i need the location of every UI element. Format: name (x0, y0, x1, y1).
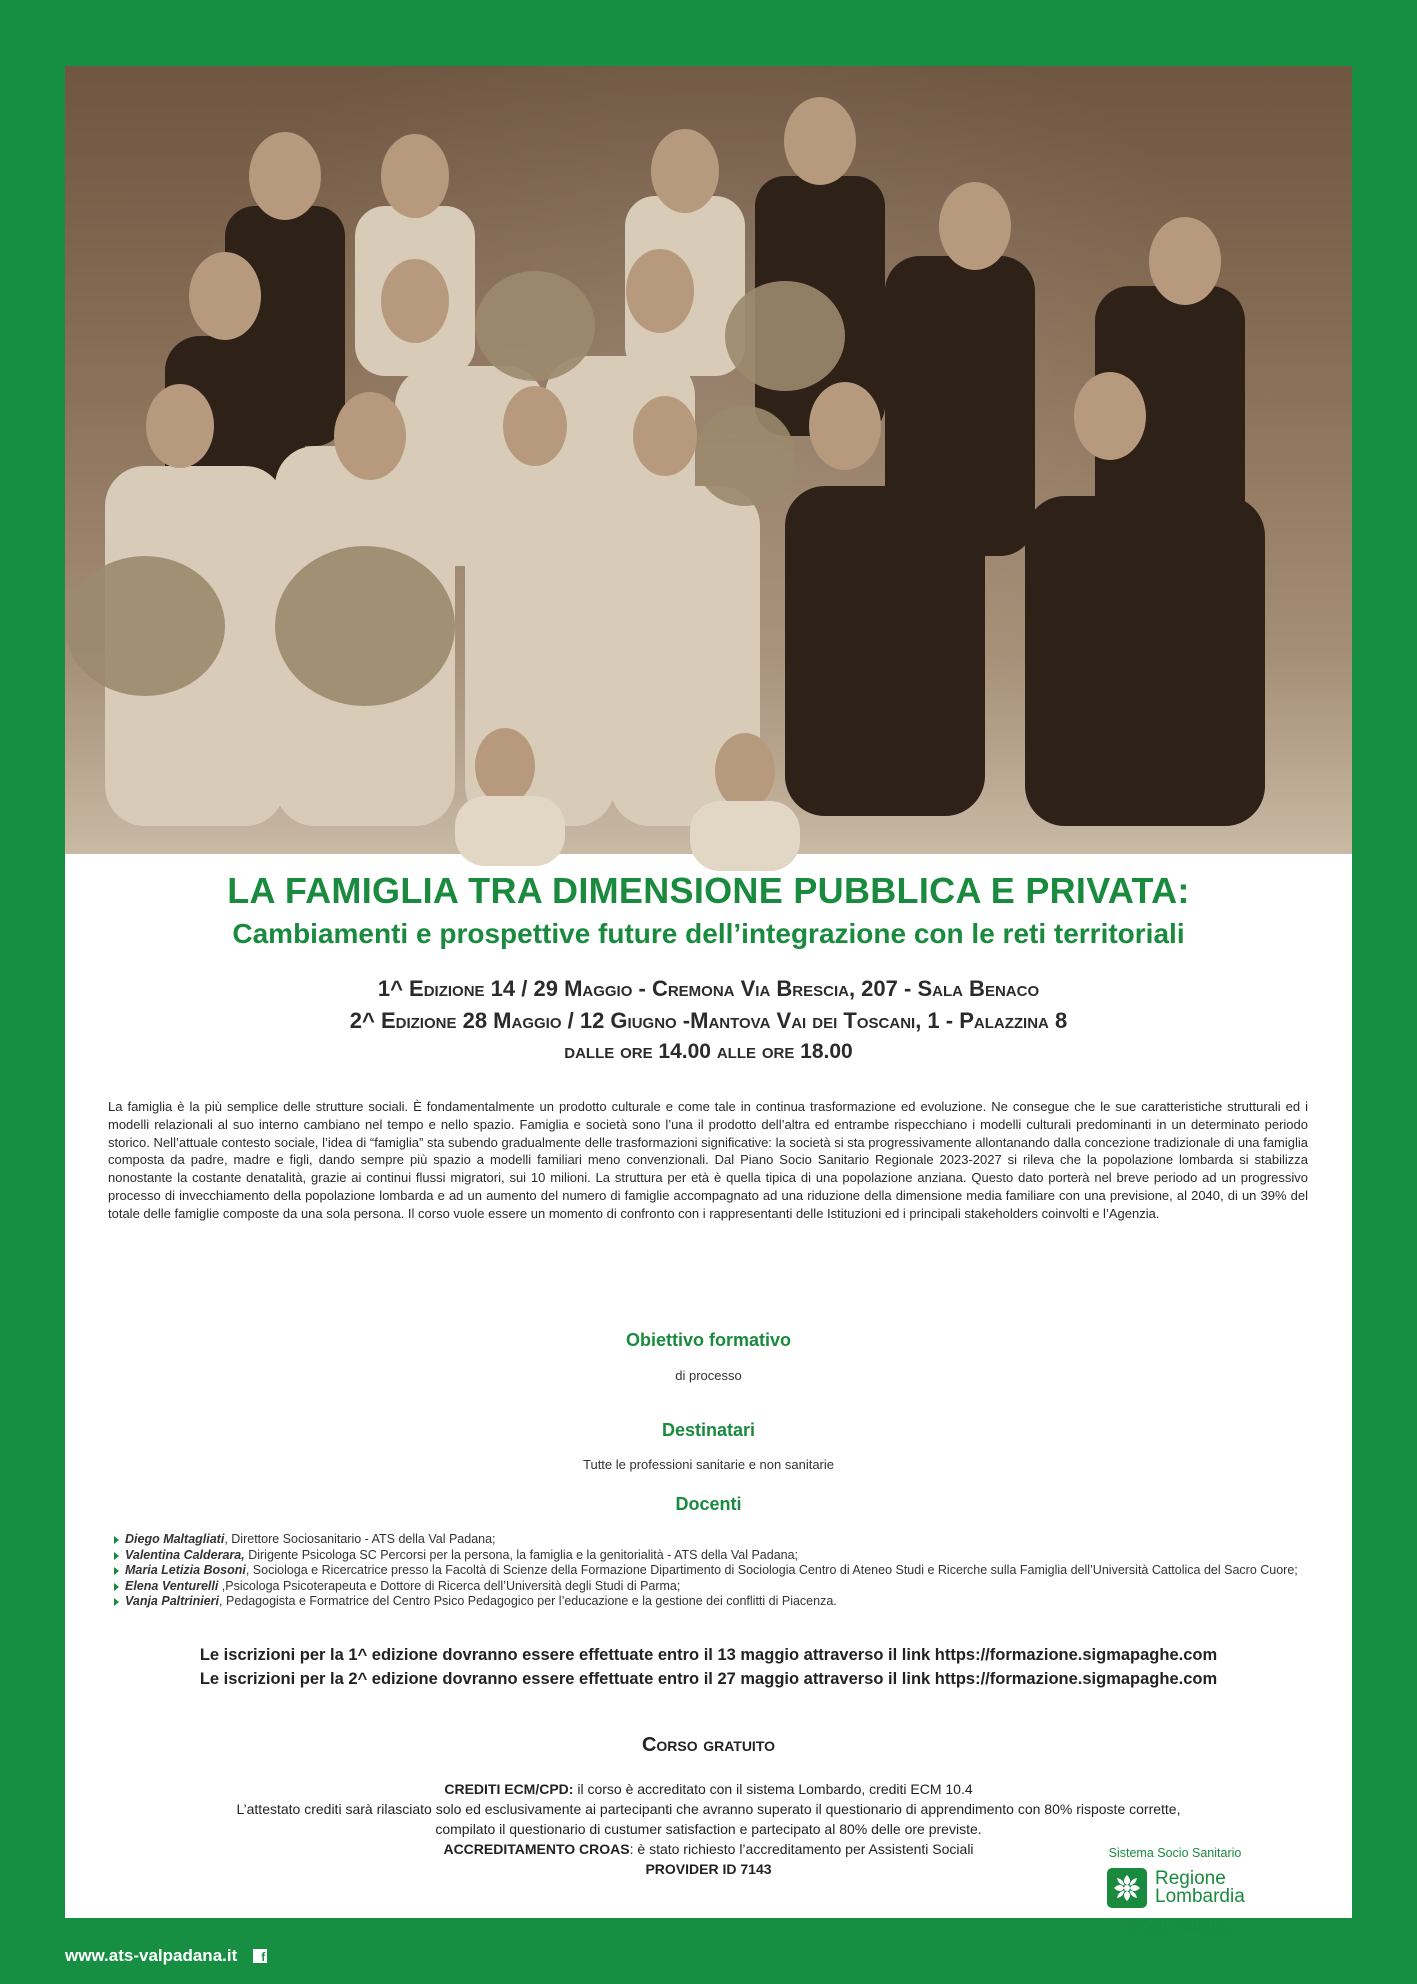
teacher-role: , Pedagogista e Formatrice del Centro Psico Pedagogico per l’educazione e la gestione dei conflitti di Piacenza. (219, 1594, 837, 1609)
regione-lombardia-logo (1075, 1846, 1275, 1936)
logo-system-label: Sistema Socio Sanitario (1108, 1846, 1242, 1860)
objective-text: di processo (675, 1368, 742, 1383)
edition-1: 1^ Edizione 14 / 29 Maggio - Cremona Via Brescia, 207 - Sala Benaco (377, 976, 1040, 1001)
poster (65, 66, 1352, 1935)
list-item (113, 1594, 1333, 1610)
registration-edition-2: Le iscrizioni per la 2^ edizione dovranno essere effettuate entro il 27 maggio attraverso il link https://formazione.sigmapaghe.com (199, 1670, 1218, 1688)
teacher-role: ,Psicologa Psicoterapeuta e Dottore di Ricerca dell’Università degli Studi di Parma; (218, 1578, 681, 1593)
teacher-name: Maria Letizia Bosoni (125, 1563, 246, 1578)
teacher-name: Vanja Paltrinieri (125, 1594, 220, 1609)
croas-label: ACCREDITAMENTO CROAS (443, 1841, 630, 1857)
teacher-name: Elena Venturelli (125, 1578, 219, 1593)
provider-id: PROVIDER ID 7143 (645, 1861, 772, 1877)
croas-text: : è stato richiesto l’accreditamento per Assistenti Sociali (629, 1841, 974, 1857)
edition-2: 2^ Edizione 28 Maggio / 12 Giugno -Mantova Vai dei Toscani, 1 - Palazzina 8 (349, 1008, 1068, 1033)
facebook-icon[interactable]: f (253, 1949, 267, 1963)
vintage-wedding-photo-illustration (65, 66, 1352, 854)
lombardia-rose-icon (1107, 1868, 1147, 1908)
ats-name: ATS Val Padana (1107, 1916, 1231, 1935)
teacher-name: Diego Maltagliati (125, 1532, 225, 1546)
audience-heading: Destinatari (661, 1420, 756, 1440)
credits-line-3: compilato il questionario di custumer satisfaction e partecipato al 80% delle ore previste. (435, 1821, 982, 1837)
list-item (113, 1563, 1333, 1579)
ecm-line (65, 1779, 1352, 1799)
page-subtitle: Cambiamenti e prospettive future dell’integrazione con le reti territoriali (232, 918, 1185, 949)
list-item (113, 1532, 1333, 1548)
ecm-text: il corso è accreditato con il sistema Lombardo, crediti ECM 10.4 (573, 1781, 973, 1797)
teacher-name: Valentina Calderara, (125, 1547, 245, 1562)
intro-paragraph: La famiglia è la più semplice delle strutture sociali. È fondamentalmente un prodotto culturale e come tale in continua trasformazione ed evoluzione. Ne consegue che le sue caratteristiche strutturali ed i modelli relazionali al suo interno cambiano nel tempo e nello spazio. Famiglia e società sono l’una il prodotto dell’altra ed entrambe rispecchiano i modelli culturali predominanti in un determinato periodo storico. Nell’attuale contesto sociale, l’idea di “famiglia” sta subendo gradualmente delle trasformazioni significative: la società si sta progressivamente allontanando dalla concezione tradizionale di una famiglia composta da padre, madre e figli, dando sempre più spazio a modelli familiari meno convenzionali. Dal Piano Socio Sanitario Regionale 2023-2027 si rileva che la popolazione lombarda si stabilizza nonostante la costante denatalità, grazie ai continui flussi migratori, sui 10 milioni. La struttura per età è quella tipica di una popolazione anziana. Questo dato porterà nel breve periodo ad un progressivo processo di invecchiamento della popolazione lombarda e ad un aumento del numero di famiglie accompagnato ad una riduzione della dimensione media familiare con una previsione, al 2040, di un 39% del totale delle famiglie composte da una sola persona. Il corso vuole essere un momento di confronto con i rappresentanti delle Istituzioni ed i principali stakeholders coinvolti e l’Agenzia. (108, 1099, 1308, 1221)
region-name: Regione Lombardia (1155, 1868, 1245, 1907)
credits-line-2: L’attestato crediti sarà rilasciato solo ed esclusivamente ai partecipanti che avranno superato il questionario di apprendimento con 80% risposte corrette, (236, 1801, 1181, 1817)
course-hours: dalle ore 14.00 alle ore 18.00 (564, 1040, 853, 1063)
registration-edition-1: Le iscrizioni per la 1^ edizione dovranno essere effettuate entro il 13 maggio attraverso il link https://formazione.sigmapaghe.com (199, 1646, 1218, 1664)
teacher-role: , Sociologa e Ricercatrice presso la Facoltà di Scienze della Formazione Dipartimento di Sociologia Centro di Ateneo Studi e Ricerche sulla Famiglia dell’Università Cattolica del Sacro Cuore; (245, 1563, 1298, 1578)
teachers-list (113, 1532, 1333, 1610)
list-item (113, 1579, 1333, 1595)
teachers-heading: Docenti (675, 1494, 742, 1514)
family-photo (65, 66, 1352, 854)
free-course-label: Corso gratuito (641, 1734, 776, 1756)
ecm-label: CREDITI ECM/CPD: (444, 1781, 574, 1797)
website-link[interactable]: www.ats-valpadana.it (65, 1946, 238, 1965)
audience-text: Tutte le professioni sanitarie e non sanitarie (583, 1457, 834, 1472)
footer (65, 1946, 267, 1966)
objective-heading: Obiettivo formativo (625, 1330, 791, 1350)
teacher-role: Dirigente Psicologa SC Percorsi per la persona, la famiglia e la genitorialità - ATS della Val Padana; (244, 1547, 799, 1562)
page-title: LA FAMIGLIA TRA DIMENSIONE PUBBLICA E PRIVATA: (227, 870, 1190, 911)
list-item (113, 1548, 1333, 1564)
teacher-role: , Direttore Sociosanitario - ATS della Val Padana; (224, 1532, 496, 1546)
